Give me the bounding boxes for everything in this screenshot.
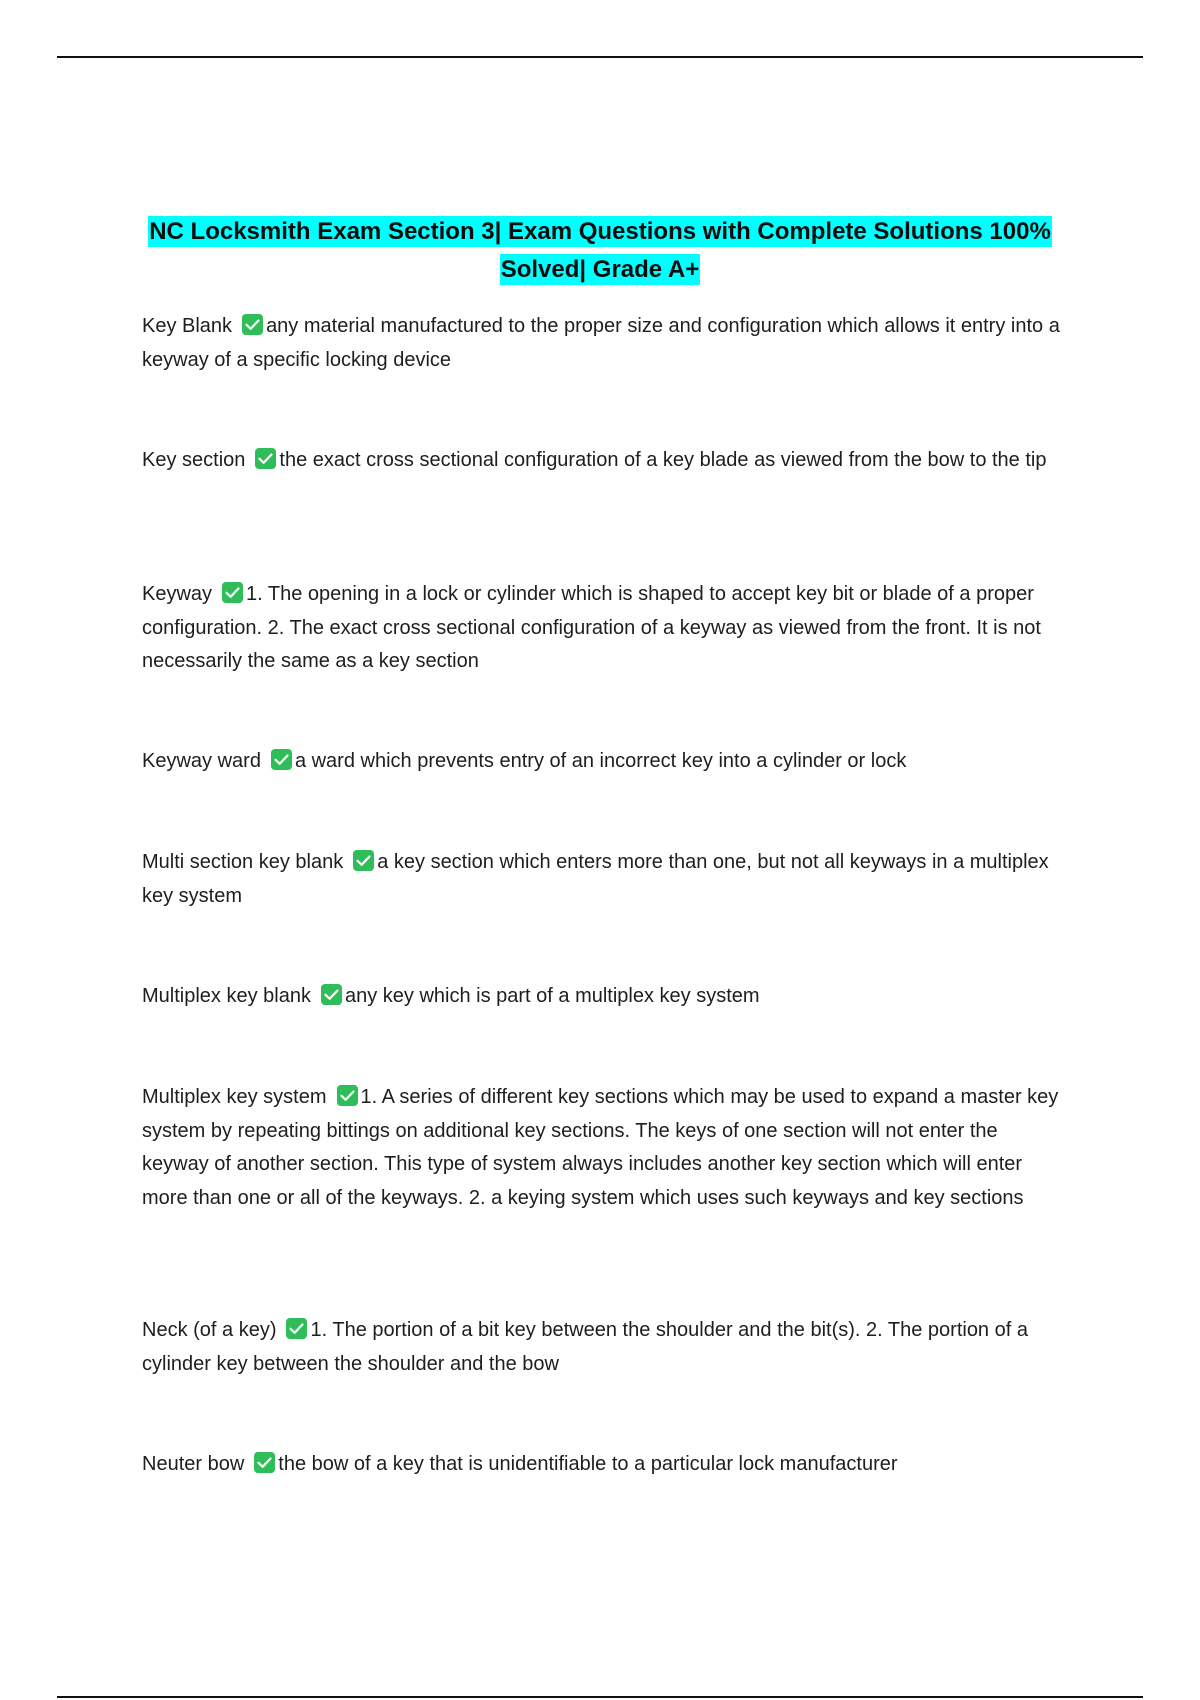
title-line-2: Solved| Grade A+ — [500, 256, 700, 283]
entry-key-blank — [142, 310, 1062, 377]
bottom-rule — [57, 1696, 1143, 1698]
entry-term: Multi section key blank — [142, 851, 344, 873]
check-mark-icon — [321, 984, 342, 1005]
entry-multi-section-key-blank — [142, 846, 1062, 913]
entry-definition: 1. A series of different key sections which may be used to expand a master key system by repeating bittings on additional key sections. The keys of one section will not enter the keyway of another section. This type of system always includes another key section which will enter more than one or all of the keyways. 2. a keying system which uses such keyways and key sections — [142, 1086, 1059, 1209]
check-mark-icon — [337, 1085, 358, 1106]
check-mark-icon — [255, 448, 276, 469]
check-mark-icon — [271, 749, 292, 770]
entry-definition: any key which is part of a multiplex key system — [344, 985, 760, 1007]
entry-term: Neuter bow — [142, 1453, 245, 1475]
entry-definition: the bow of a key that is unidentifiable to a particular lock manufacturer — [278, 1453, 898, 1475]
entry-definition: 1. The portion of a bit key between the shoulder and the bit(s). 2. The portion of a cylinder key between the shoulder and the bow — [142, 1319, 1028, 1375]
entry-multiplex-key-blank — [142, 980, 1062, 1014]
check-mark-icon — [254, 1452, 275, 1473]
title-line-1: NC Locksmith Exam Section 3| Exam Questions with Complete Solutions 100% — [149, 218, 1051, 245]
entry-key-section — [142, 444, 1062, 478]
check-mark-icon — [286, 1318, 307, 1339]
check-mark-icon — [242, 314, 263, 335]
entry-keyway-ward — [142, 745, 1062, 779]
entry-keyway — [142, 578, 1062, 679]
entry-term: Keyway ward — [142, 750, 261, 772]
entry-definition: a ward which prevents entry of an incorrect key into a cylinder or lock — [294, 750, 907, 772]
entry-term: Keyway — [142, 583, 213, 605]
check-mark-icon — [353, 850, 374, 871]
entry-neck-of-a-key — [142, 1314, 1062, 1381]
entry-definition: the exact cross sectional configuration of a key blade as viewed from the bow to the tip — [279, 449, 1047, 471]
entry-term: Multiplex key system — [142, 1086, 327, 1108]
entry-term: Key Blank — [142, 315, 233, 337]
entry-definition: a key section which enters more than one, but not all keyways in a multiplex key system — [142, 851, 1049, 907]
entry-definition: 1. The opening in a lock or cylinder which is shaped to accept key bit or blade of a proper configuration. 2. The exact cross sectional configuration of a keyway as viewed from the front. It is not necessarily the same as a key section — [142, 583, 1041, 672]
entry-definition: any material manufactured to the proper size and configuration which allows it entry into a keyway of a specific locking device — [142, 315, 1060, 371]
entry-multiplex-key-system — [142, 1081, 1062, 1215]
entry-term: Key section — [142, 449, 246, 471]
check-mark-icon — [222, 582, 243, 603]
document-title — [100, 213, 1100, 289]
entry-neuter-bow — [142, 1448, 1062, 1482]
entry-term: Neck (of a key) — [142, 1319, 277, 1341]
top-rule — [57, 56, 1143, 58]
entry-term: Multiplex key blank — [142, 985, 311, 1007]
